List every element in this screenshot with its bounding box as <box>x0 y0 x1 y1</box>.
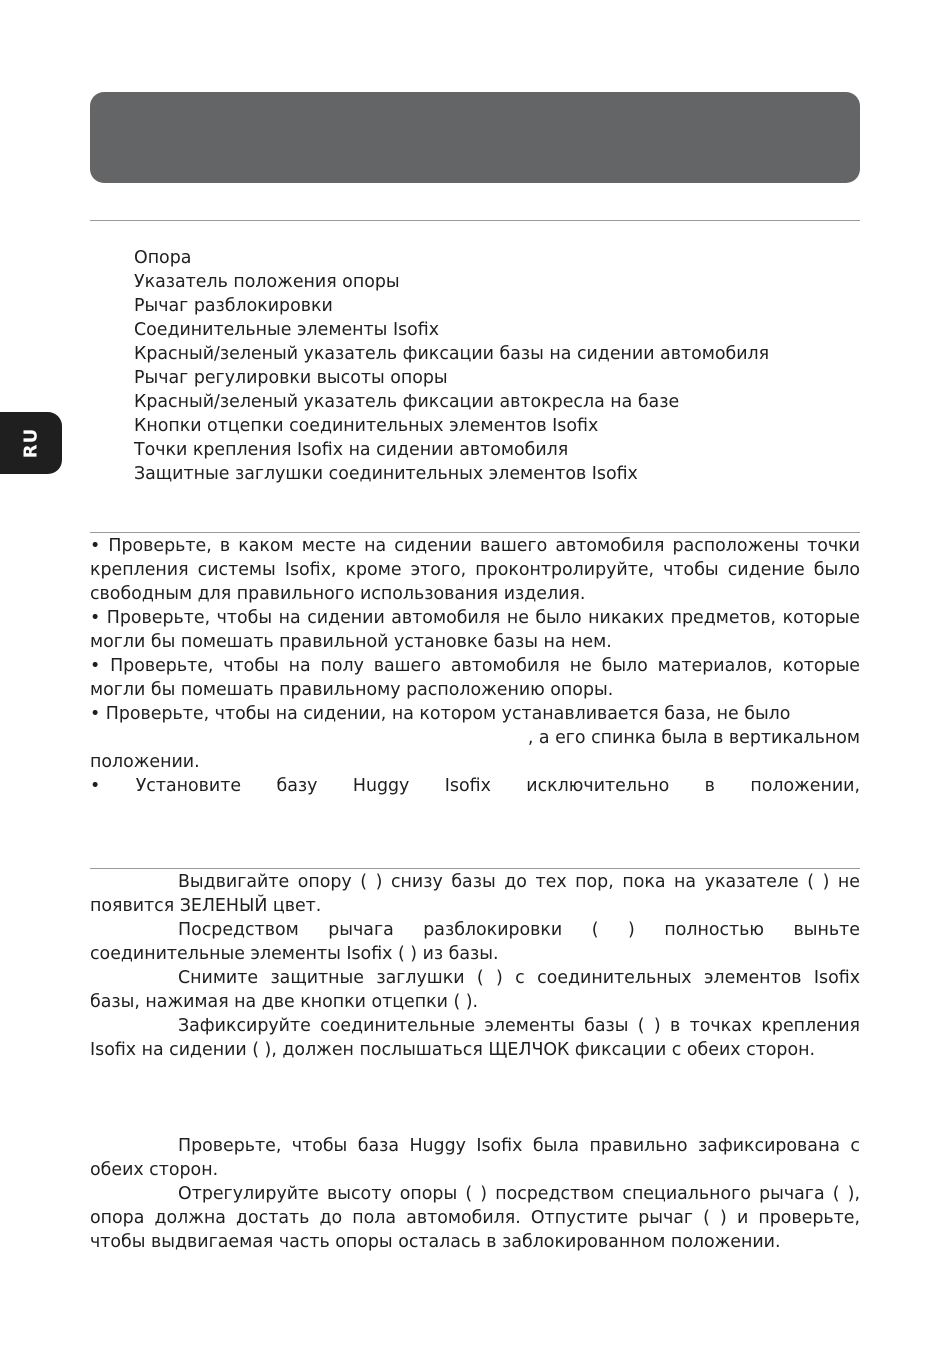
check-item: • Проверьте, в каком месте на сидении вашего автомобиля расположены точки крепления системы Isofix, кроме этого, проконтролируйте, чтобы сидение было свободным для правильного использования изделия. <box>90 536 860 604</box>
language-tab-label: RU <box>20 427 42 459</box>
verify-steps <box>90 1134 860 1254</box>
check-item-continuation: , а его спинка была в вертикальном <box>527 728 860 748</box>
language-tab <box>0 412 62 474</box>
parts-list-item: Красный/зеленый указатель фиксации базы на сидении автомобиля <box>134 344 770 364</box>
divider-install <box>90 868 860 869</box>
check-item: • Проверьте, чтобы на полу вашего автомобиля не было материалов, которые могли бы помешать правильному расположению опоры. <box>90 656 860 700</box>
check-item: • Проверьте, чтобы на сидении автомобиля не было никаких предметов, которые могли бы помешать правильной установке базы на нем. <box>90 608 860 652</box>
install-steps <box>90 870 860 1062</box>
parts-list-item: Красный/зеленый указатель фиксации автокресла на базе <box>134 392 680 412</box>
parts-list-item: Соединительные элементы Isofix <box>134 320 440 340</box>
install-step: Выдвигайте опору ( ) снизу базы до тех пор, пока на указателе ( ) не появится ЗЕЛЕНЫЙ цвет. <box>90 872 860 916</box>
parts-list-item: Рычаг регулировки высоты опоры <box>134 368 448 388</box>
check-item: • Проверьте, чтобы на сидении, на котором устанавливается база, не было <box>90 704 791 724</box>
header-banner <box>90 92 860 183</box>
parts-list-item: Кнопки отцепки соединительных элементов Isofix <box>134 416 599 436</box>
parts-list-item: Защитные заглушки соединительных элементов Isofix <box>134 464 638 484</box>
divider-checks <box>90 532 860 533</box>
check-item-continuation: положении. <box>90 752 200 772</box>
checks-section <box>90 534 860 798</box>
parts-list <box>134 246 769 486</box>
parts-list-item: Опора <box>134 248 192 268</box>
check-item: • Установите базу Huggy Isofix исключительно в положении, <box>90 776 860 796</box>
install-step: Снимите защитные заглушки ( ) с соединительных элементов Isofix базы, нажимая на две кнопки отцепки ( ). <box>90 968 860 1012</box>
install-step: Зафиксируйте соединительные элементы базы ( ) в точках крепления Isofix на сидении ( ), должен послышаться ЩЕЛЧОК фиксации с обеих сторон. <box>90 1016 860 1060</box>
install-step: Посредством рычага разблокировки ( ) полностью выньте соединительные элементы Isofix ( ) из базы. <box>90 920 860 964</box>
parts-list-item: Рычаг разблокировки <box>134 296 333 316</box>
verify-step: Отрегулируйте высоту опоры ( ) посредством специального рычага ( ), опора должна достать до пола автомобиля. Отпустите рычаг ( ) и проверьте, чтобы выдвигаемая часть опоры осталась в заблокированном положении. <box>90 1184 860 1252</box>
parts-list-item: Указатель положения опоры <box>134 272 400 292</box>
parts-list-item: Точки крепления Isofix на сидении автомобиля <box>134 440 569 460</box>
divider-parts <box>90 220 860 221</box>
verify-step: Проверьте, чтобы база Huggy Isofix была правильно зафиксирована с обеих сторон. <box>90 1136 860 1180</box>
